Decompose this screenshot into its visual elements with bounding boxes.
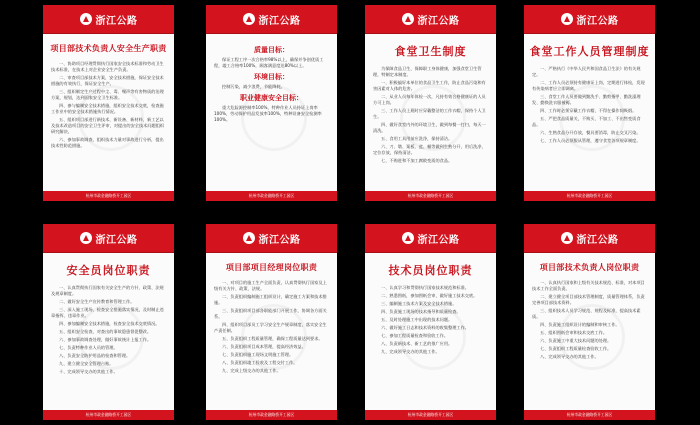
paragraph: 九、建立健全安全管理台账。 (59, 361, 114, 366)
paragraph: 十、完成领导交办的其他工作。 (59, 369, 118, 374)
logo-icon (243, 232, 255, 244)
paragraph: 一、认真贯彻执行国家有关安全生产的方针、政策、法规及规章制度。 (51, 285, 164, 296)
board-header (206, 5, 337, 34)
board-footer: 杭州市政金融路桥开工园区 (43, 410, 174, 420)
paragraph: 四、参加编制安全技术措施，检查安全技术交底情况。 (59, 321, 160, 326)
board-1 (43, 5, 174, 201)
section-heading: 环境目标： (254, 72, 289, 81)
watermark-icon (241, 304, 307, 370)
board-title: 食堂工作人员管理制度 (529, 45, 650, 58)
paragraph: 七、不购进和不加工腐败变质的食品。 (381, 158, 453, 163)
board-title: 项目部技术负责人岗位职责 (539, 262, 640, 272)
paragraph: 四、参与编制安全技术措施，组织安全技术交底，检查施工作业中的安全技术措施执行情况。 (51, 103, 164, 114)
paragraph: 二、工作人员必须持有健康证上岗，定期进行体检，发现有传染病者应立即调离。 (532, 80, 645, 91)
board-header (43, 224, 174, 253)
paragraph: 三、编制施工技术方案及安全技术措施。 (381, 301, 457, 306)
board-7 (365, 224, 496, 420)
watermark-icon (559, 85, 625, 151)
logo-icon (80, 13, 92, 25)
logo-icon (243, 13, 255, 25)
paragraph: 一、积极搞好本单位的食品卫生工作，防止食品污染和有害因素对人体的危害。 (373, 80, 486, 91)
brand-label: 浙江公路 (95, 15, 138, 27)
paragraph: 一、协助项目经理贯彻执行国家安全技术标准和劳动卫生技术标准，在技术上对企业安全生产负责。 (51, 61, 164, 72)
paragraph: 八、负责新技术、新工艺的推广应用。 (381, 341, 453, 346)
board-title: 项目部项目经理岗位职责 (225, 262, 318, 272)
paragraph: 五、负责组织工程质量管理，确保工程质量达到要求。 (222, 336, 323, 341)
paragraph: 控制污染，减少浪费，节能降耗。 (222, 84, 285, 89)
board-header (365, 5, 496, 34)
logo-icon (561, 232, 573, 244)
brand-label: 浙江公路 (95, 234, 138, 246)
board-header (365, 224, 496, 253)
paragraph: 七、工作人员必须服从管理，遵守食堂各项规章制度。 (540, 138, 641, 143)
board-title: 技术员岗位职责 (388, 264, 473, 277)
paragraph: 六、负责组织项目成本管理，提高经济效益。 (222, 344, 306, 349)
logo-icon (80, 232, 92, 244)
paragraph: 七、负责组织工程质量检查验收工作。 (540, 346, 612, 351)
section-heading: 质量目标： (254, 45, 289, 54)
brand-label: 浙江公路 (417, 234, 460, 246)
section-heading: 职业健康安全目标： (240, 93, 303, 102)
board-6 (206, 224, 337, 420)
logo-icon (402, 13, 414, 25)
paragraph: 一、认真执行国家和上级有关技术规范、标准，对本项目技术工作全面负责。 (532, 280, 645, 291)
watermark-icon (400, 304, 466, 370)
watermark-icon (78, 304, 144, 370)
paragraph: 五、食用工具用前应洗净，保持清洁。 (381, 136, 453, 141)
paragraph: 六、参加事故调查处理，做好事故统计上报工作。 (59, 337, 152, 342)
paragraph: 一、对项目的施工生产全面负责，认真贯彻执行国家及上级有关方针、政策、法规。 (214, 280, 327, 291)
board-2 (206, 5, 337, 201)
board-footer: 杭州市政金融路桥开工园区 (206, 410, 337, 420)
paragraph: 六、参加事故调查，组织技术力量对事故进行分析，提出技术性防范措施。 (51, 137, 164, 148)
board-footer: 杭州市政金融路桥开工园区 (365, 191, 496, 201)
paragraph: 九、完成上级交办的其他工作。 (222, 368, 281, 373)
board-header (524, 224, 655, 253)
paragraph: 七、负责特种作业人员的管理。 (59, 345, 118, 350)
logo-icon (402, 232, 414, 244)
brand-label: 浙江公路 (576, 15, 619, 27)
paragraph: 四、组织项目部员工学习安全生产规章制度，落实安全生产责任制。 (214, 322, 327, 333)
board-3 (365, 5, 496, 201)
paragraph: 二、负责组织编制施工组织设计，确定施工方案和技术措施。 (214, 294, 327, 305)
paragraph: 五、组织图纸会审和技术交底工作。 (540, 330, 608, 335)
board-header (43, 5, 174, 34)
watermark-icon (559, 304, 625, 370)
board-4 (524, 5, 655, 201)
paragraph: 六、负责施工中重大技术问题的处理。 (540, 338, 612, 343)
paragraph: 六、刀、墩、案板、盆、桶等做到生熟分开，用后洗净，定位存放，保持清洁。 (373, 144, 486, 155)
board-header (206, 224, 337, 253)
board-5 (43, 224, 174, 420)
paragraph: 四、负责施工现场的技术指导和质量检查。 (381, 309, 461, 314)
paragraph: 七、参加工程质量检查和验收工作。 (381, 333, 449, 338)
board-footer: 杭州市政金融路桥开工园区 (524, 410, 655, 420)
paragraph: 二、建立健全项目部技术管理制度，质量管理体系，负责完善项目部技术资料。 (532, 294, 645, 305)
paragraph: 三、深入施工现场，检查安全措施落实情况，及时制止违章指挥、违章作业。 (51, 307, 164, 318)
brand-label: 浙江公路 (258, 15, 301, 27)
paragraph: 八、完成领导交办的其他工作。 (540, 354, 599, 359)
paragraph: 重大危险源控制率100%，特种作业人员持证上岗率100%，劳动保护用品发放率100%，特种设备安全检测率100%。 (214, 105, 322, 122)
paragraph: 八、负责组织竣工验收及工程交付工作。 (222, 360, 298, 365)
paragraph: 二、熟悉图纸，参加图纸会审，做好施工技术交底。 (381, 293, 478, 298)
paragraph: 三、工作人员上班时应穿戴整洁的工作衣帽，保持个人卫生。 (373, 108, 486, 119)
paragraph: 为保障食品卫生，保障职工身体健康，加强食堂卫生管理，特制定本制度。 (373, 66, 482, 77)
brand-label: 浙江公路 (576, 234, 619, 246)
paragraph: 三、食堂工作人员要做到勤洗手、勤剪指甲、勤洗澡理发、勤换洗衣服被褥。 (532, 94, 641, 105)
watermark-icon (241, 85, 307, 151)
watermark-icon (400, 85, 466, 151)
paragraph: 二、审查项目部技术方案，安全技术措施，保证安全技术措施的有效执行，保证安全生产。 (51, 75, 164, 86)
board-header (524, 5, 655, 34)
paragraph: 八、负责安全防护用品的检查和管理。 (59, 353, 131, 358)
paragraph: 七、负责组织施工现场文明施工管理。 (222, 352, 294, 357)
paragraph: 五、组织项目部进行新技术、新设备、新材料、新工艺以及技术改造项目的安全卫生评审，对提出的安全技术问题组织研究解决。 (51, 117, 165, 134)
brand-label: 浙江公路 (258, 234, 301, 246)
board-footer: 杭州市政金融路桥开工园区 (524, 191, 655, 201)
board-footer: 杭州市政金融路桥开工园区 (365, 410, 496, 420)
paragraph: 五、严把食品质量关，不购买、不加工、不出售变质食品。 (532, 116, 641, 127)
board-title: 项目部技术负责人安全生产职责 (50, 43, 167, 53)
paragraph: 五、及时处理施工中出现的技术问题。 (381, 317, 453, 322)
board-8 (524, 224, 655, 420)
board-title: 安全员岗位职责 (66, 264, 151, 277)
board-title: 食堂卫生制度 (394, 45, 467, 58)
paragraph: 六、做好施工日志和技术资料的收集整理工作。 (381, 325, 469, 330)
paragraph: 四、工作时必须穿戴工作衣帽，不得在操作间吸烟。 (540, 108, 637, 113)
paragraph: 三、组织制定生产过程中尘、毒、噪声等有害物质的治理方案，规划，达到国家安全卫生标准。 (51, 89, 164, 100)
paragraph: 四、做好食堂内外的环境卫生，做到每餐一打扫，每天一清洗。 (373, 122, 486, 133)
paragraph: 二、从业人员每年体检一次，凡持有效合格健康证的人员方可上岗。 (373, 94, 486, 105)
paragraph: 五、组织安全检查，对查出的事故隐患督促整改。 (59, 329, 152, 334)
brand-label: 浙江公路 (417, 15, 460, 27)
paragraph: 九、完成领导交办的其他工作。 (381, 349, 440, 354)
paragraph: 二、做好安全生产宣传教育和管理工作。 (59, 299, 135, 304)
board-footer: 杭州市政金融路桥开工园区 (206, 191, 337, 201)
paragraph: 三、组织技术人员学习规范、规程及标准，提高技术素质。 (532, 308, 641, 319)
paragraph: 四、负责施工组织设计的编制和审核工作。 (540, 322, 620, 327)
paragraph: 一、认真学习和贯彻执行国家技术规范和标准。 (381, 285, 469, 290)
logo-icon (561, 13, 573, 25)
paragraph: 一、严格执行《中华人民共和国食品卫生法》的有关规定。 (532, 66, 641, 77)
board-footer: 杭州市政金融路桥开工园区 (43, 191, 174, 201)
paragraph: 保证工程工序一次合格率98%以上，确保并争创优质工程，竣工合格率100%，顾客满意度达80%以上。 (214, 57, 324, 68)
watermark-icon (78, 85, 144, 151)
paragraph: 三、负责组织项目部各职能部门开展工作，协调各方面关系。 (214, 308, 327, 319)
paragraph: 六、生熟食品分开存放，餐具要消毒，防止交叉污染。 (540, 130, 641, 135)
